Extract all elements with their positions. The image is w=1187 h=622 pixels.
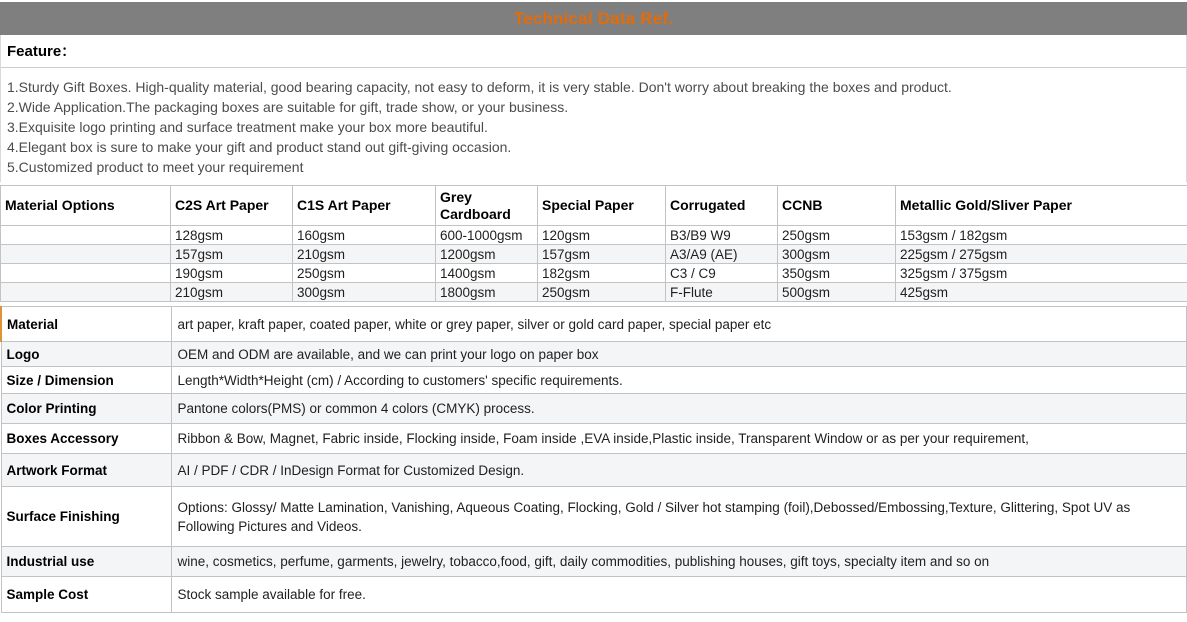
table-cell: C3 / C9 <box>666 264 778 283</box>
table-cell: 157gsm <box>538 245 666 264</box>
feature-item: 5.Customized product to meet your requirement <box>7 157 1180 177</box>
table-cell <box>1 245 171 264</box>
attribute-label: Logo <box>1 342 171 367</box>
column-header: CCNB <box>778 186 896 226</box>
table-cell: 153gsm / 182gsm <box>896 226 1187 245</box>
attribute-row <box>1 547 1187 577</box>
table-cell: 350gsm <box>778 264 896 283</box>
table-cell: 1800gsm <box>436 283 538 302</box>
table-cell: 500gsm <box>778 283 896 302</box>
attribute-label: Boxes Accessory <box>1 424 171 454</box>
attribute-value: Options: Glossy/ Matte Lamination, Vanishing, Aqueous Coating, Flocking, Gold / Silver hot stamping (foil),Debossed/Embossing,Texture, Glittering, Spot UV as Following Pictures and Videos. <box>171 487 1187 547</box>
table-cell: 120gsm <box>538 226 666 245</box>
table-cell: 250gsm <box>293 264 436 283</box>
table-cell: 1200gsm <box>436 245 538 264</box>
column-header: C1S Art Paper <box>293 186 436 226</box>
attribute-value: AI / PDF / CDR / InDesign Format for Customized Design. <box>171 454 1187 487</box>
attribute-row <box>1 487 1187 547</box>
attribute-label: Artwork Format <box>1 454 171 487</box>
column-header: Corrugated <box>666 186 778 226</box>
table-cell <box>1 226 171 245</box>
table-cell: 325gsm / 375gsm <box>896 264 1187 283</box>
feature-item: 1.Sturdy Gift Boxes. High-quality material, good bearing capacity, not easy to deform, it is very stable. Don't worry about breaking the boxes and product. <box>7 77 1180 97</box>
table-row <box>1 245 1187 264</box>
table-cell: 600-1000gsm <box>436 226 538 245</box>
table-cell: F-Flute <box>666 283 778 302</box>
attribute-row <box>1 367 1187 394</box>
feature-section <box>0 35 1187 182</box>
table-cell: 250gsm <box>538 283 666 302</box>
attribute-label: Size / Dimension <box>1 367 171 394</box>
feature-item: 2.Wide Application.The packaging boxes are suitable for gift, trade show, or your business. <box>7 97 1180 117</box>
column-header: C2S Art Paper <box>171 186 293 226</box>
table-cell: 300gsm <box>778 245 896 264</box>
attribute-value: Length*Width*Height (cm) / According to customers' specific requirements. <box>171 367 1187 394</box>
attribute-label: Surface Finishing <box>1 487 171 547</box>
table-cell: A3/A9 (AE) <box>666 245 778 264</box>
attribute-row <box>1 394 1187 424</box>
title-bar <box>0 2 1187 35</box>
attribute-value: Pantone colors(PMS) or common 4 colors (CMYK) process. <box>171 394 1187 424</box>
feature-list <box>1 68 1186 182</box>
table-row <box>1 283 1187 302</box>
attribute-row <box>1 307 1187 342</box>
feature-item: 4.Elegant box is sure to make your gift and product stand out gift-giving occasion. <box>7 137 1180 157</box>
attribute-value: OEM and ODM are available, and we can print your logo on paper box <box>171 342 1187 367</box>
attribute-label: Material <box>1 307 171 342</box>
attribute-row <box>1 454 1187 487</box>
page-title: Technical Data Ref. <box>514 9 673 28</box>
table-cell: 225gsm / 275gsm <box>896 245 1187 264</box>
table-cell: 128gsm <box>171 226 293 245</box>
table-cell <box>1 264 171 283</box>
table-row <box>1 264 1187 283</box>
table-cell <box>1 283 171 302</box>
table-cell: 300gsm <box>293 283 436 302</box>
feature-heading: Feature： <box>1 35 1186 68</box>
attribute-label: Industrial use <box>1 547 171 577</box>
table-cell: 210gsm <box>171 283 293 302</box>
attribute-row <box>1 577 1187 613</box>
attribute-row <box>1 342 1187 367</box>
attribute-label: Color Printing <box>1 394 171 424</box>
attribute-value: Stock sample available for free. <box>171 577 1187 613</box>
table-cell: 160gsm <box>293 226 436 245</box>
table-cell: 190gsm <box>171 264 293 283</box>
table-cell: 157gsm <box>171 245 293 264</box>
column-header: Material Options <box>1 186 171 226</box>
attribute-row <box>1 424 1187 454</box>
table-cell: 425gsm <box>896 283 1187 302</box>
product-spec-sheet <box>0 2 1187 622</box>
column-header: Special Paper <box>538 186 666 226</box>
table-cell: 1400gsm <box>436 264 538 283</box>
attribute-value: Ribbon & Bow, Magnet, Fabric inside, Flocking inside, Foam inside ,EVA inside,Plastic inside, Transparent Window or as per your requirement, <box>171 424 1187 454</box>
attribute-label: Sample Cost <box>1 577 171 613</box>
material-options-table <box>0 185 1187 302</box>
table-cell: 210gsm <box>293 245 436 264</box>
attribute-value: wine, cosmetics, perfume, garments, jewelry, tobacco,food, gift, daily commodities, publishing houses, gift toys, specialty item and so on <box>171 547 1187 577</box>
attribute-value: art paper, kraft paper, coated paper, white or grey paper, silver or gold card paper, special paper etc <box>171 307 1187 342</box>
table-header-row <box>1 186 1187 226</box>
table-row <box>1 226 1187 245</box>
table-cell: 182gsm <box>538 264 666 283</box>
column-header: Metallic Gold/Sliver Paper <box>896 186 1187 226</box>
table-cell: B3/B9 W9 <box>666 226 778 245</box>
attributes-table <box>0 306 1187 613</box>
feature-item: 3.Exquisite logo printing and surface treatment make your box more beautiful. <box>7 117 1180 137</box>
table-cell: 250gsm <box>778 226 896 245</box>
column-header: Grey Cardboard <box>436 186 538 226</box>
